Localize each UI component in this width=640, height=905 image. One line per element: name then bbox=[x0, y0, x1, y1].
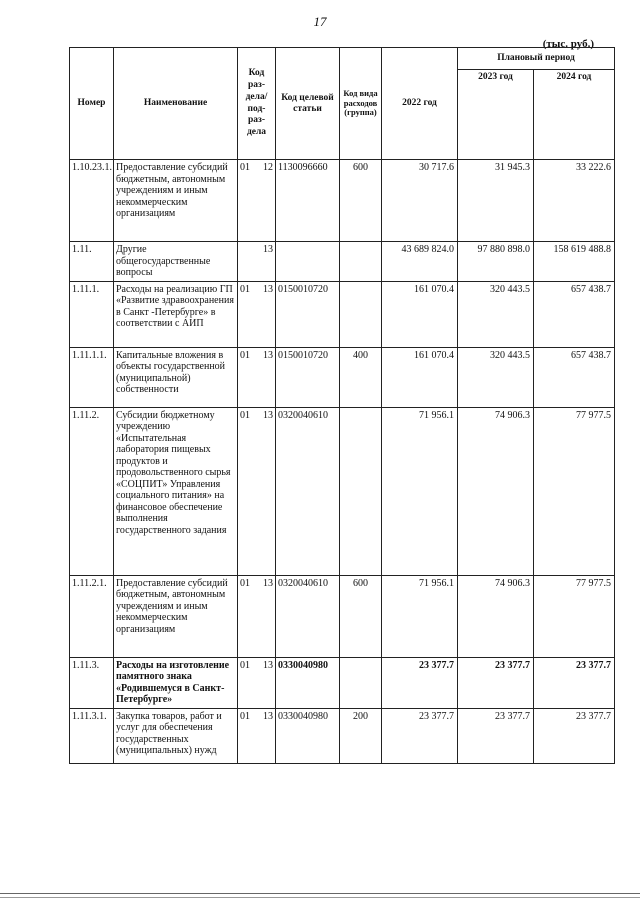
row-podrazdel-code: 12 bbox=[263, 162, 273, 173]
row-2023: 97 880 898.0 bbox=[458, 242, 534, 282]
table-body bbox=[70, 160, 615, 764]
table-row bbox=[70, 657, 615, 708]
row-name: Предоставление субсидий бюджетным, автономным учреждениям и иным некоммерческим организациям bbox=[114, 575, 238, 657]
row-podrazdel-code: 13 bbox=[263, 409, 273, 421]
row-2023: 23 377.7 bbox=[458, 708, 534, 763]
row-number: 1.11. bbox=[70, 242, 114, 282]
row-csr: 0330040980 bbox=[276, 657, 340, 708]
row-number: 1.11.3.1. bbox=[70, 708, 114, 763]
unit-note: (тыс. руб.) bbox=[542, 38, 594, 50]
row-csr: 0150010720 bbox=[276, 281, 340, 347]
row-razdel-code: 01 bbox=[240, 349, 250, 361]
row-razdel bbox=[238, 708, 276, 763]
row-2024: 158 619 488.8 bbox=[534, 242, 615, 282]
row-2023: 74 906.3 bbox=[458, 575, 534, 657]
row-2023: 31 945.3 bbox=[458, 160, 534, 242]
row-2022: 23 377.7 bbox=[382, 657, 458, 708]
row-razdel-code: 01 bbox=[240, 162, 250, 173]
row-razdel-code: 01 bbox=[240, 409, 250, 421]
row-2024: 77 977.5 bbox=[534, 407, 615, 575]
row-number: 1.11.2.1. bbox=[70, 575, 114, 657]
row-vr bbox=[340, 281, 382, 347]
row-vr bbox=[340, 657, 382, 708]
row-podrazdel-code: 13 bbox=[263, 244, 273, 255]
row-csr bbox=[276, 242, 340, 282]
row-number: 1.11.2. bbox=[70, 407, 114, 575]
row-2024: 657 438.7 bbox=[534, 347, 615, 407]
row-2024: 77 977.5 bbox=[534, 575, 615, 657]
row-razdel-code: 01 bbox=[240, 659, 250, 671]
row-2022: 161 070.4 bbox=[382, 281, 458, 347]
header-name: Наименование bbox=[114, 48, 238, 160]
row-razdel bbox=[238, 160, 276, 242]
table-row bbox=[70, 242, 615, 282]
row-2023: 320 443.5 bbox=[458, 347, 534, 407]
table-row bbox=[70, 281, 615, 347]
row-name: Капитальные вложения в объекты государственной (муниципальной) собственности bbox=[114, 347, 238, 407]
header-2022: 2022 год bbox=[382, 48, 458, 160]
row-podrazdel-code: 13 bbox=[263, 349, 273, 361]
row-number: 1.10.23.1. bbox=[70, 160, 114, 242]
row-2022: 23 377.7 bbox=[382, 708, 458, 763]
row-name: Расходы на реализацию ГП «Развитие здравоохранения в Санкт -Петербурге» в соответствии с АИП bbox=[114, 281, 238, 347]
row-razdel bbox=[238, 657, 276, 708]
row-2023: 23 377.7 bbox=[458, 657, 534, 708]
row-razdel-code: 01 bbox=[240, 283, 250, 295]
header-plan-period: Плановый период bbox=[458, 48, 615, 70]
page-number: 17 bbox=[313, 14, 327, 29]
row-razdel bbox=[238, 407, 276, 575]
row-2024: 23 377.7 bbox=[534, 708, 615, 763]
row-number: 1.11.3. bbox=[70, 657, 114, 708]
row-2024: 657 438.7 bbox=[534, 281, 615, 347]
row-razdel-code: 01 bbox=[240, 577, 250, 589]
row-2024: 23 377.7 bbox=[534, 657, 615, 708]
row-2022: 30 717.6 bbox=[382, 160, 458, 242]
row-2022: 161 070.4 bbox=[382, 347, 458, 407]
header-nomer: Номер bbox=[70, 48, 114, 160]
row-razdel bbox=[238, 242, 276, 282]
row-vr: 400 bbox=[340, 347, 382, 407]
row-razdel bbox=[238, 281, 276, 347]
row-csr: 1130096660 bbox=[276, 160, 340, 242]
row-name: Расходы на изготовление памятного знака «Родившемуся в Санкт-Петербурге» bbox=[114, 657, 238, 708]
row-csr: 0330040980 bbox=[276, 708, 340, 763]
table-row bbox=[70, 347, 615, 407]
budget-table bbox=[69, 47, 615, 764]
header-2023: 2023 год bbox=[458, 70, 534, 160]
row-name: Субсидии бюджетному учреждению «Испытательная лаборатория пищевых продуктов и продовольственного сырья «СОЦПИТ» Управления социального питания» на финансовое обеспечение выполнения государственного задания bbox=[114, 407, 238, 575]
row-vr bbox=[340, 407, 382, 575]
row-number: 1.11.1. bbox=[70, 281, 114, 347]
row-2023: 74 906.3 bbox=[458, 407, 534, 575]
row-2023: 320 443.5 bbox=[458, 281, 534, 347]
table-row bbox=[70, 407, 615, 575]
row-name: Закупка товаров, работ и услуг для обеспечения государственных (муниципальных) нужд bbox=[114, 708, 238, 763]
row-razdel bbox=[238, 347, 276, 407]
row-podrazdel-code: 13 bbox=[263, 710, 273, 722]
row-csr: 0150010720 bbox=[276, 347, 340, 407]
table-row bbox=[70, 160, 615, 242]
row-vr bbox=[340, 242, 382, 282]
header-2024: 2024 год bbox=[534, 70, 615, 160]
row-vr: 600 bbox=[340, 575, 382, 657]
row-vr: 600 bbox=[340, 160, 382, 242]
row-name: Предоставление субсидий бюджетным, автономным учреждениям и иным некоммерческим организациям bbox=[114, 160, 238, 242]
row-csr: 0320040610 bbox=[276, 575, 340, 657]
footer-line bbox=[0, 893, 640, 898]
table-row bbox=[70, 575, 615, 657]
row-2024: 33 222.6 bbox=[534, 160, 615, 242]
row-podrazdel-code: 13 bbox=[263, 659, 273, 671]
row-razdel-code: 01 bbox=[240, 710, 250, 722]
row-razdel bbox=[238, 575, 276, 657]
header-csr: Код целевой статьи bbox=[276, 48, 340, 160]
header-vr: Код вида расходов (группа) bbox=[340, 48, 382, 160]
row-podrazdel-code: 13 bbox=[263, 577, 273, 589]
table-row bbox=[70, 708, 615, 763]
row-number: 1.11.1.1. bbox=[70, 347, 114, 407]
row-podrazdel-code: 13 bbox=[263, 283, 273, 295]
row-csr: 0320040610 bbox=[276, 407, 340, 575]
row-2022: 43 689 824.0 bbox=[382, 242, 458, 282]
row-vr: 200 bbox=[340, 708, 382, 763]
header-razdel: Код раз- дела/ под- раз- дела bbox=[238, 48, 276, 160]
row-2022: 71 956.1 bbox=[382, 407, 458, 575]
row-2022: 71 956.1 bbox=[382, 575, 458, 657]
row-name: Другие общегосударственные вопросы bbox=[114, 242, 238, 282]
